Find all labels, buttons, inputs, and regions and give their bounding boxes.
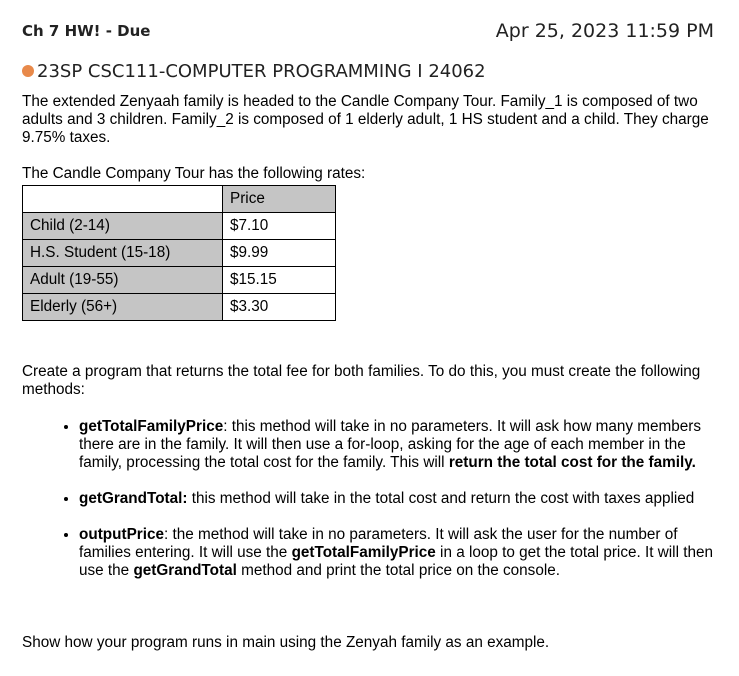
method-emphasis: return the total cost for the family. [448, 454, 696, 471]
course-name[interactable]: 23SP CSC111-COMPUTER PROGRAMMING I 24062 [37, 60, 486, 82]
method-name: outputPrice [79, 526, 164, 543]
method-name: getGrandTotal: [79, 490, 188, 507]
list-item [79, 490, 719, 508]
rates-table-header-row [23, 186, 336, 213]
table-row [23, 240, 336, 267]
assignment-title: Ch 7 HW! - Due [22, 22, 151, 40]
rate-price: $3.30 [223, 294, 336, 321]
rate-category: Elderly (56+) [23, 294, 223, 321]
rates-label: The Candle Company Tour has the following rates: [22, 165, 366, 182]
methods-list [59, 418, 719, 580]
task-paragraph: Create a program that returns the total fee for both families. To do this, you must create the following methods: [22, 363, 701, 398]
closing-paragraph: Show how your program runs in main using the Zenyah family as an example. [22, 634, 550, 651]
rates-table-corner-cell [23, 186, 223, 213]
rate-price: $7.10 [223, 213, 336, 240]
due-date: Apr 25, 2023 11:59 PM [495, 20, 714, 42]
course-row [22, 59, 486, 83]
table-row [23, 267, 336, 294]
method-description: method and print the total price on the console. [236, 562, 560, 579]
course-color-dot [22, 65, 34, 77]
list-item [79, 526, 719, 580]
table-row [23, 294, 336, 321]
rate-category: Adult (19-55) [23, 267, 223, 294]
rates-table [22, 185, 336, 321]
rate-price: $15.15 [223, 267, 336, 294]
table-row [23, 213, 336, 240]
method-name: getTotalFamilyPrice [79, 418, 224, 435]
method-description: this method will take in the total cost and return the cost with taxes applied [187, 490, 695, 507]
method-reference: getGrandTotal [133, 562, 237, 579]
rates-table-header-price: Price [223, 186, 336, 213]
rate-category: Child (2-14) [23, 213, 223, 240]
rate-price: $9.99 [223, 240, 336, 267]
method-description: in a loop to get the total price. It will then use the [79, 544, 714, 579]
rate-category: H.S. Student (15-18) [23, 240, 223, 267]
list-item [79, 418, 719, 472]
method-reference: getTotalFamilyPrice [291, 544, 436, 561]
intro-paragraph: The extended Zenyaah family is headed to the Candle Company Tour. Family_1 is composed of two adults and 3 children. Family_2 is composed of 1 elderly adult, 1 HS student and a child. They charge 9.75% taxes. [22, 93, 709, 146]
method-description: : the method will take in no parameters. It will ask the user for the number of families entering. It will use the [79, 526, 678, 561]
assignment-header [22, 18, 714, 48]
method-description: : this method will take in no parameters. It will ask how many members there are in the family. It will then use a for-loop, asking for the age of each member in the family, processing the total cost for the family. This will [79, 418, 702, 471]
